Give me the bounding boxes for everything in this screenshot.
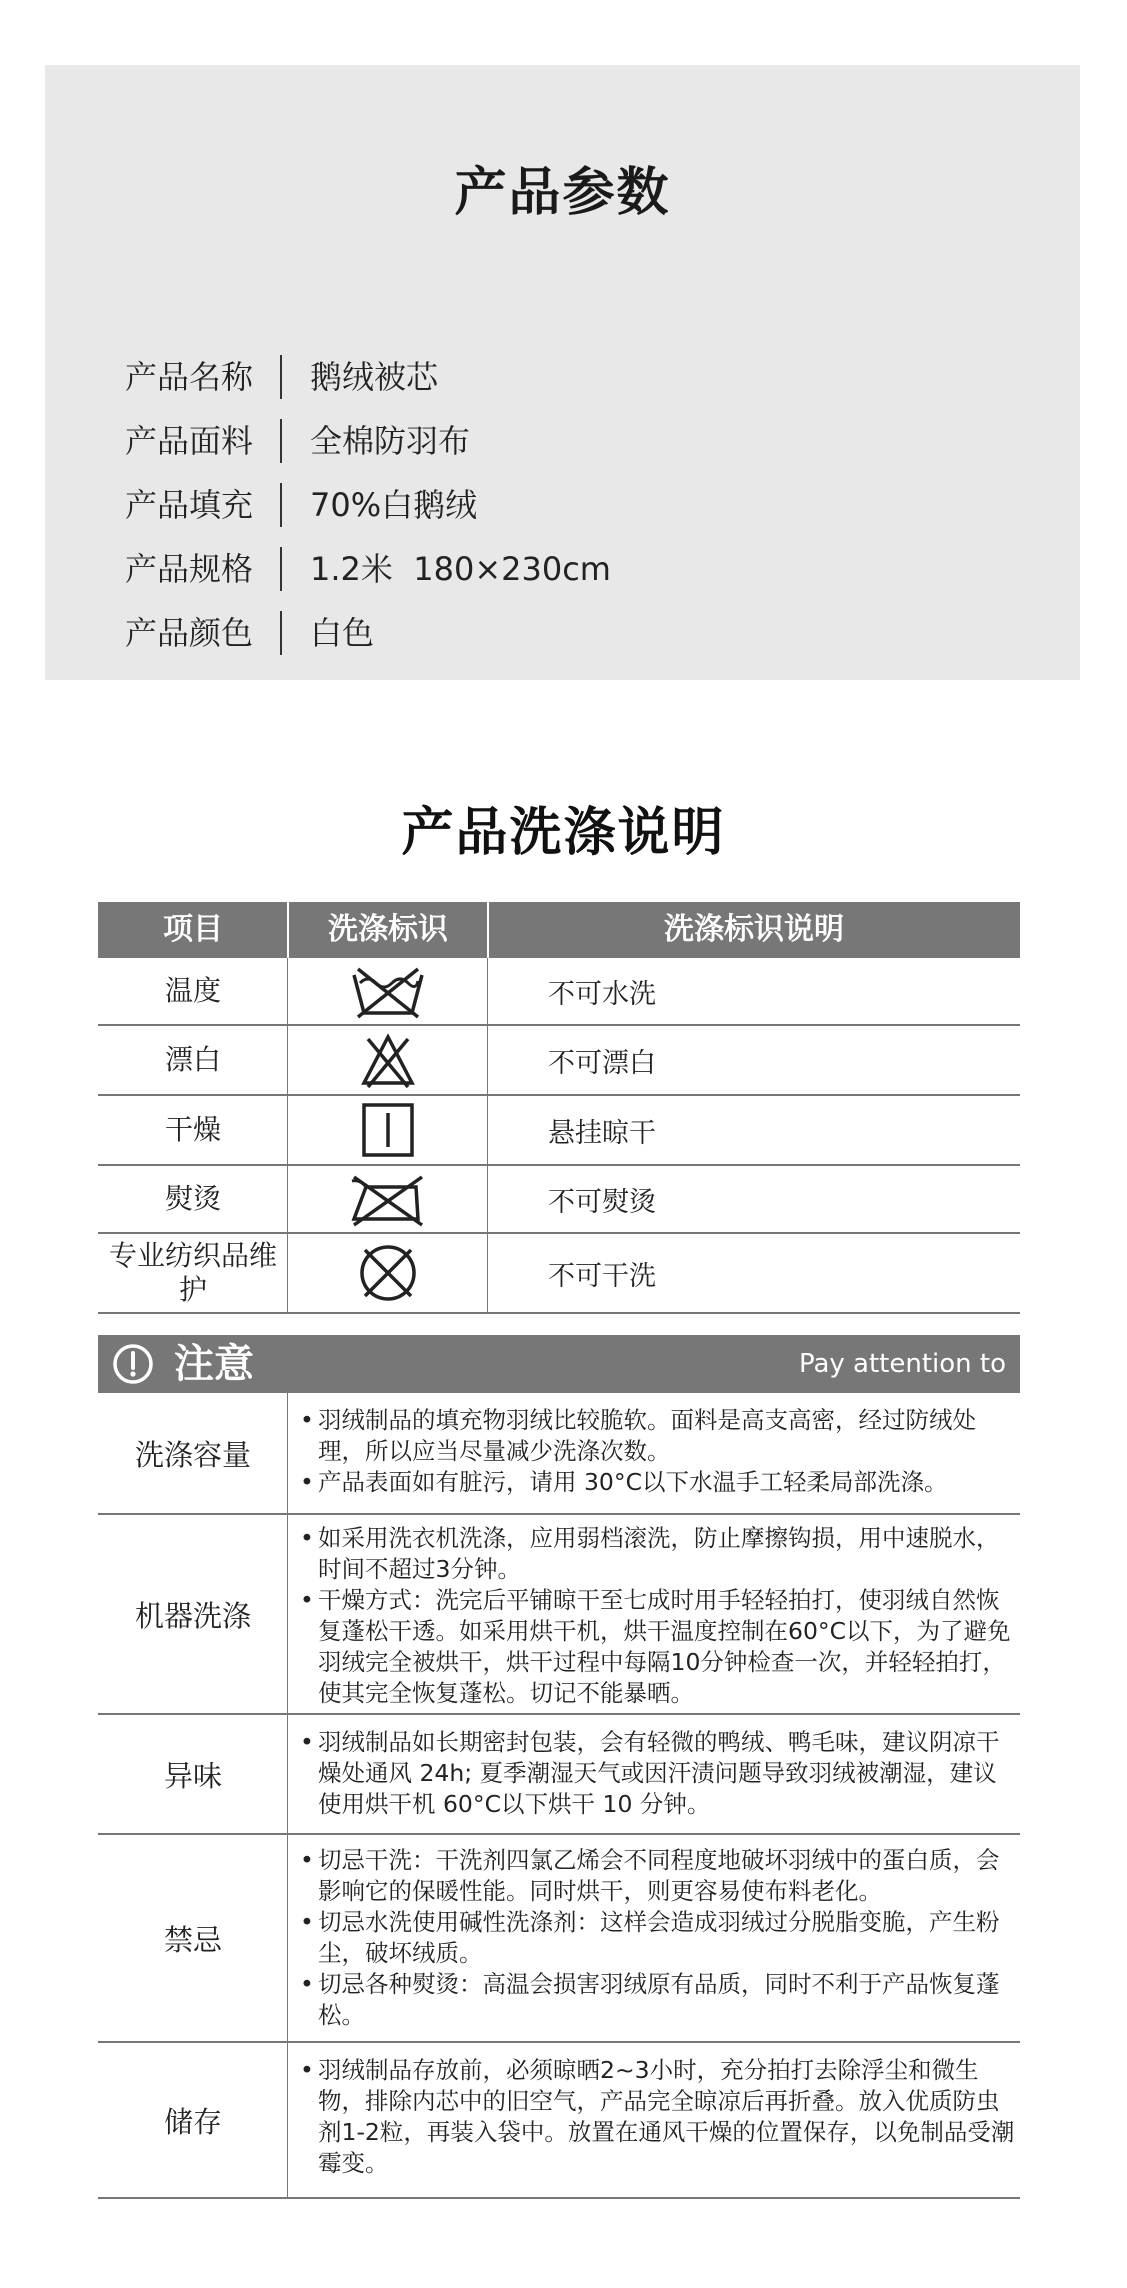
- param-value: 全棉防羽布: [310, 422, 471, 460]
- attention-bullets: [296, 1727, 1016, 1820]
- row-item: 温度: [164, 974, 221, 1007]
- header-item: 项目: [163, 912, 223, 947]
- row-description: 不可熨烫: [548, 1186, 656, 1218]
- attention-bullets: [296, 2055, 1016, 2179]
- list-item: • 如采用洗衣机洗涤，应用弱档滚洗，防止摩擦钩损，用中速脱水，时间不超过3分钟。: [296, 1523, 1016, 1585]
- list-item: • 切忌水洗使用碱性洗涤剂：这样会造成羽绒过分脱脂变脆，产生粉尘，破坏绒质。: [296, 1907, 1016, 1969]
- attention-table: [98, 1393, 1020, 2199]
- list-item: • 干燥方式：洗完后平铺晾干至七成时用手轻轻拍打，使羽绒自然恢复蓬松干透。如采用烘干机，烘干温度控制在60°C以下，为了避免羽绒完全被烘干，烘干过程中每隔10分钟检查一次，并轻轻拍打，使其完全恢复蓬松。切记不能暴晒。: [296, 1585, 1016, 1709]
- attention-key: 机器洗涤: [134, 1598, 251, 1633]
- attention-row: [98, 2043, 1020, 2199]
- attention-row: [98, 1393, 1020, 1515]
- param-divider: [280, 611, 282, 655]
- row-symbol: [288, 958, 488, 1024]
- row-item: 漂白: [164, 1043, 221, 1076]
- param-value: 70%白鹅绒: [310, 486, 478, 524]
- list-item: • 产品表面如有脏污，请用 30°C以下水温手工轻柔局部洗涤。: [296, 1467, 1016, 1498]
- attention-row: [98, 1715, 1020, 1835]
- list-item: • 羽绒制品存放前，必须晾晒2~3小时，充分拍打去除浮尘和微生物，排除内芯中的旧空气，产品完全晾凉后再折叠。放入优质防虫剂1-2粒，再装入袋中。放置在通风干燥的位置保存，以免制品受潮霉变。: [296, 2055, 1016, 2179]
- param-divider: [280, 419, 282, 463]
- row-item: 干燥: [164, 1113, 221, 1146]
- attention-row: [98, 1515, 1020, 1715]
- param-divider: [280, 355, 282, 399]
- no-wash-icon: [348, 963, 428, 1019]
- attention-key: 禁忌: [163, 1922, 222, 1957]
- params-title: 产品参数: [454, 163, 671, 223]
- row-description: 不可干洗: [548, 1260, 656, 1292]
- product-params-panel: [45, 65, 1080, 680]
- attention-key: 储存: [163, 2104, 222, 2139]
- param-divider: [280, 483, 282, 527]
- attention-subtitle: Pay attention to: [798, 1349, 1006, 1379]
- row-description: 不可漂白: [548, 1047, 656, 1079]
- table-row: [98, 1166, 1020, 1234]
- attention-key: 洗涤容量: [134, 1437, 251, 1472]
- no-dry-clean-icon: [355, 1242, 421, 1304]
- no-bleach-icon: [358, 1031, 418, 1089]
- table-row: [98, 1026, 1020, 1096]
- table-row: [98, 1234, 1020, 1314]
- param-key: 产品规格: [125, 550, 254, 588]
- header-description: 洗涤标识说明: [664, 912, 844, 947]
- row-item: 专业纺织品维护: [108, 1239, 277, 1306]
- wash-table: [98, 902, 1020, 1314]
- row-symbol: [288, 1166, 488, 1232]
- row-description: 不可水洗: [548, 978, 656, 1010]
- attention-key: 异味: [163, 1758, 222, 1793]
- row-symbol: [288, 1234, 488, 1312]
- row-symbol: [288, 1026, 488, 1094]
- table-row: [98, 1096, 1020, 1166]
- param-key: 产品填充: [125, 486, 254, 524]
- no-iron-icon: [346, 1171, 430, 1227]
- list-item: • 切忌各种熨烫：高温会损害羽绒原有品质，同时不利于产品恢复蓬松。: [296, 1969, 1016, 2031]
- param-divider: [280, 547, 282, 591]
- attention-bullets: [296, 1845, 1016, 2031]
- wash-table-header: [98, 902, 1020, 958]
- row-description: 悬挂晾干: [548, 1117, 656, 1149]
- param-key: 产品颜色: [125, 614, 254, 652]
- param-value: 1.2米 180×230cm: [310, 550, 611, 588]
- header-symbol: 洗涤标识: [328, 912, 448, 947]
- param-key: 产品名称: [125, 358, 254, 396]
- param-value: 白色: [310, 614, 375, 652]
- param-key: 产品面料: [125, 422, 254, 460]
- attention-bullets: [296, 1405, 1016, 1498]
- attention-title: 注意: [174, 1341, 254, 1387]
- attention-bullets: [296, 1523, 1016, 1709]
- table-row: [98, 958, 1020, 1026]
- list-item: • 羽绒制品的填充物羽绒比较脆软。面料是高支高密，经过防绒处理，所以应当尽量减少洗涤次数。: [296, 1405, 1016, 1467]
- attention-header: [98, 1335, 1020, 1393]
- wash-title: 产品洗涤说明: [401, 803, 726, 863]
- exclamation-circle-icon: [112, 1343, 154, 1385]
- list-item: • 羽绒制品如长期密封包装，会有轻微的鸭绒、鸭毛味，建议阴凉干燥处通风 24h; 夏季潮湿天气或因汗渍问题导致羽绒被潮湿，建议使用烘干机 60°C以下烘干 10 分钟。: [296, 1727, 1016, 1820]
- param-value: 鹅绒被芯: [310, 358, 439, 396]
- attention-row: [98, 1835, 1020, 2043]
- list-item: • 切忌干洗：干洗剂四氯乙烯会不同程度地破坏羽绒中的蛋白质，会影响它的保暖性能。同时烘干，则更容易使布料老化。: [296, 1845, 1016, 1907]
- row-item: 熨烫: [164, 1182, 221, 1215]
- row-symbol: [288, 1096, 488, 1164]
- line-dry-icon: [358, 1101, 418, 1159]
